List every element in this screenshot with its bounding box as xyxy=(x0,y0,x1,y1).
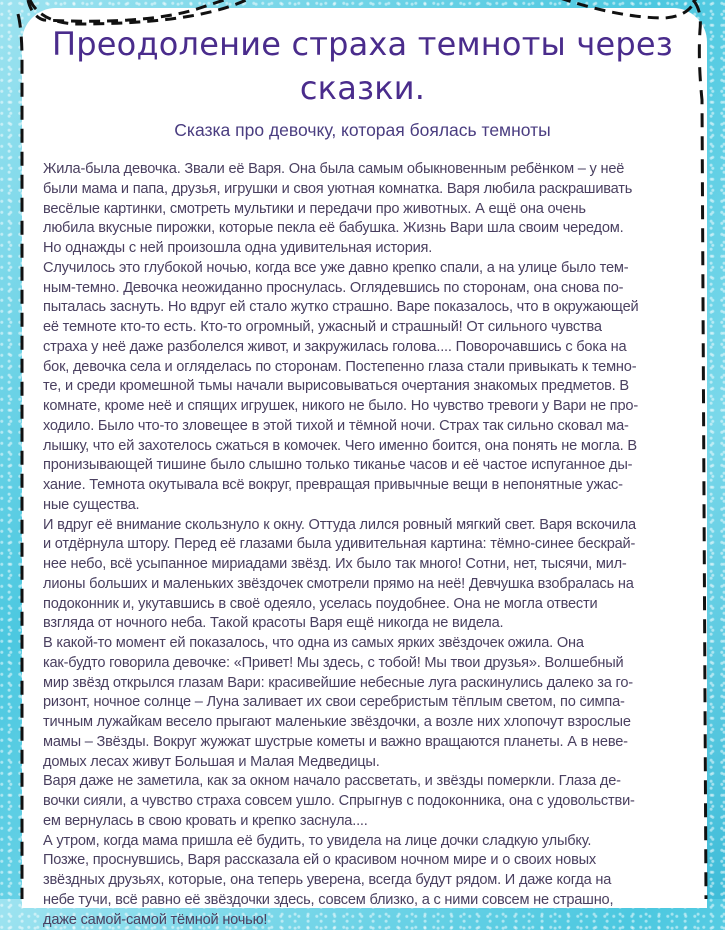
story-line: бок, девочка села и огляделась по сторонам. Постепенно глаза стали привыкать к темно- xyxy=(43,358,683,378)
story-line: Жила-была девочка. Звали её Варя. Она была самым обыкновенным ребёнком – у неё xyxy=(43,160,683,180)
story-line: её темноте кто-то есть. Кто-то огромный, ужасный и страшный! От сильного чувства xyxy=(43,318,683,338)
story-line: пыталась заснуть. Но вдруг ей стало жутко страшно. Варе показалось, что в окружающей xyxy=(43,298,683,318)
story-line: ем вернулась в свою кровать и крепко заснула.... xyxy=(43,812,683,832)
story-line: И вдруг её внимание скользнуло к окну. Оттуда лился ровный мягкий свет. Варя вскочила xyxy=(43,516,683,536)
story-line: вочки сияли, а чувство страха совсем ушло. Спрыгнув с подоконника, она с удовольстви- xyxy=(43,792,683,812)
story-line: хание. Темнота окутывала всё вокруг, превращая привычные вещи в непонятные ужас- xyxy=(43,476,683,496)
story-line: А утром, когда мама пришла её будить, то увидела на лице дочки сладкую улыбку. xyxy=(43,832,683,852)
story-line: как-будто говорила девочке: «Привет! Мы здесь, с тобой! Мы твои друзья». Волшебный xyxy=(43,654,683,674)
story-line: мир звёзд открылся глазам Вари: красивейшие небесные луга раскинулись далеко за го- xyxy=(43,674,683,694)
story-line: страха у неё даже разболелся живот, и закружилась голова.... Поворочавшись с бока на xyxy=(43,338,683,358)
story-line: ризонт, ночное солнце – Луна заливает их свои серебристым тёплым светом, по симпа- xyxy=(43,693,683,713)
story-text xyxy=(43,160,683,930)
story-line: тичным лужайкам весело прыгают маленькие звёздочки, а возле них хлопочут взрослые xyxy=(43,713,683,733)
story-line: весёлые картинки, смотреть мультики и передачи про животных. А ещё она очень xyxy=(43,200,683,220)
story-line: Варя даже не заметила, как за окном начало рассветать, и звёзды померкли. Глаза де- xyxy=(43,772,683,792)
story-line: ные существа. xyxy=(43,496,683,516)
story-line: пронизывающей тишине было слышно только тиканье часов и её частое испуганное ды- xyxy=(43,456,683,476)
story-line: подоконник и, укутавшись в своё одеяло, уселась поудобнее. Она не могла отвести xyxy=(43,595,683,615)
story-line: взгляда от ночного неба. Такой красоты Варя ещё никогда не видела. xyxy=(43,614,683,634)
story-line: любила вкусные пирожки, которые пекла её бабушка. Жизнь Вари шла своим чередом. xyxy=(43,219,683,239)
page-title xyxy=(40,22,685,110)
story-line: ходило. Было что-то зловещее в этой тихой и тёмной ночи. Страх так сильно сковал ма- xyxy=(43,417,683,437)
story-line: комнате, кроме неё и спящих игрушек, никого не было. Но чувство тревоги у Вари не про- xyxy=(43,397,683,417)
story-line: те, и среди кромешной тьмы начали вырисовываться очертания знакомых предметов. В xyxy=(43,377,683,397)
story-line: мамы – Звёзды. Вокруг жужжат шустрые кометы и важно вращаются планеты. А в неве- xyxy=(43,733,683,753)
story-line: В какой-то момент ей показалось, что одна из самых ярких звёздочек ожила. Она xyxy=(43,634,683,654)
story-subtitle: Сказка про девочку, которая боялась темноты xyxy=(40,120,685,141)
story-line: лионы больших и маленьких звёздочек смотрели прямо на неё! Девчушка взобралась на xyxy=(43,575,683,595)
title-line-2: сказки. xyxy=(40,66,685,110)
title-line-1: Преодоление страха темноты через xyxy=(40,22,685,66)
story-line: ным-темно. Девочка неожиданно проснулась. Оглядевшись по сторонам, она снова по- xyxy=(43,279,683,299)
story-line: домых лесах живут Большая и Малая Медведицы. xyxy=(43,753,683,773)
story-line: Но однажды с ней произошла одна удивительная история. xyxy=(43,239,683,259)
story-line: лышку, что ей захотелось сжаться в комочек. Чего именно боится, она понять не могла. В xyxy=(43,437,683,457)
story-line: небе тучи, всё равно её звёздочки здесь, совсем близко, а с ними совсем не страшно, xyxy=(43,891,683,911)
story-line: даже самой-самой тёмной ночью! xyxy=(43,911,683,930)
story-line: нее небо, всё усыпанное мириадами звёзд. Их было так много! Сотни, нет, тысячи, мил- xyxy=(43,555,683,575)
story-line: были мама и папа, друзья, игрушки и своя уютная комнатка. Варя любила раскрашивать xyxy=(43,180,683,200)
story-line: Случилось это глубокой ночью, когда все уже давно крепко спали, а на улице было тем- xyxy=(43,259,683,279)
story-line: и отдёрнула штору. Перед её глазами была удивительная картина: тёмно-синее бескрай- xyxy=(43,535,683,555)
story-line: Позже, проснувшись, Варя рассказала ей о красивом ночном мире и о своих новых xyxy=(43,851,683,871)
story-line: звёздных друзьях, которые, она теперь уверена, всегда будут рядом. И даже когда на xyxy=(43,871,683,891)
